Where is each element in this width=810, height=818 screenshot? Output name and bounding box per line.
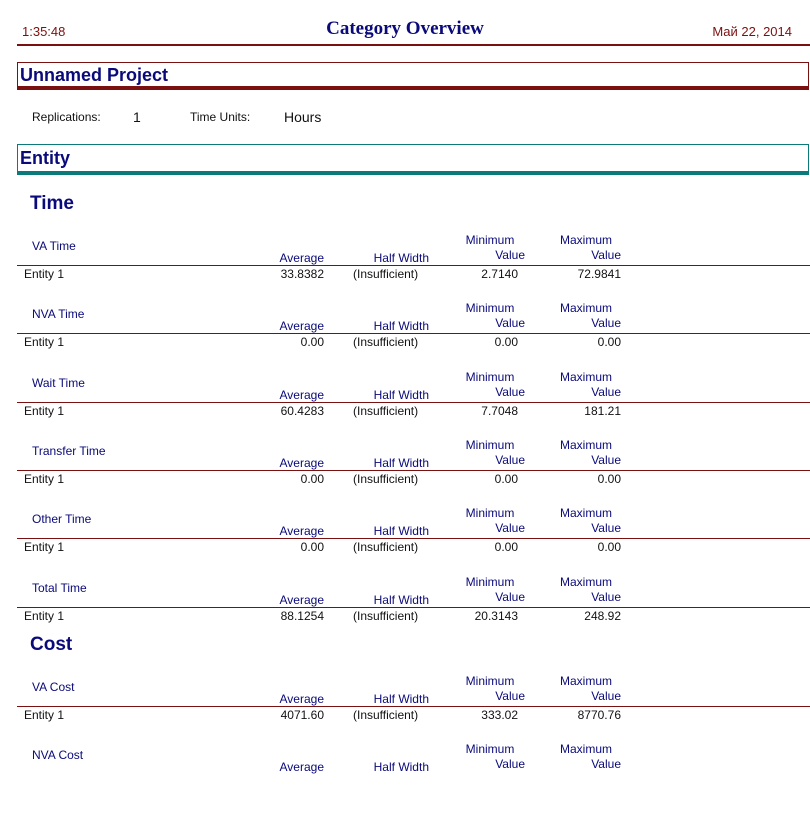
half-width-cell: (Insufficient) <box>353 540 419 554</box>
column-header-average: Average <box>279 319 324 333</box>
column-header-minimum <box>455 742 525 772</box>
column-header-minimum-l1: Minimum <box>465 438 515 452</box>
column-header-minimum <box>455 370 525 400</box>
minimum-cell: 2.7140 <box>481 267 518 281</box>
stat-block <box>0 438 810 514</box>
column-header-maximum-l2: Value <box>591 521 621 535</box>
stat-name: NVA Time <box>32 307 85 321</box>
entity-name-cell: Entity 1 <box>24 540 65 554</box>
column-header-maximum-l1: Maximum <box>559 370 612 384</box>
average-cell: 33.8382 <box>280 267 324 281</box>
column-header-minimum-l1: Minimum <box>465 301 515 315</box>
replications-label: Replications: <box>32 110 101 124</box>
stat-block <box>0 370 810 446</box>
maximum-cell: 181.21 <box>584 404 621 418</box>
row-rule <box>17 607 810 608</box>
column-header-maximum <box>551 506 621 536</box>
report-time: 1:35:48 <box>22 24 66 39</box>
entity-name-cell: Entity 1 <box>24 404 65 418</box>
column-header-minimum <box>455 301 525 331</box>
stat-block <box>0 233 810 309</box>
stat-block <box>0 575 810 651</box>
replications-value: 1 <box>133 109 141 125</box>
column-header-minimum-l2: Value <box>495 248 525 262</box>
half-width-cell: (Insufficient) <box>353 267 419 281</box>
minimum-cell: 0.00 <box>494 335 518 349</box>
maximum-cell: 0.00 <box>597 335 621 349</box>
column-header-minimum <box>455 674 525 704</box>
column-header-maximum-l2: Value <box>591 453 621 467</box>
project-title: Unnamed Project <box>20 65 169 85</box>
time-units-label: Time Units: <box>190 110 251 124</box>
column-header-maximum <box>551 674 621 704</box>
column-header-minimum-l1: Minimum <box>465 742 515 756</box>
row-rule <box>17 402 810 403</box>
minimum-cell: 0.00 <box>494 472 518 486</box>
half-width-cell: (Insufficient) <box>353 404 419 418</box>
column-header-average: Average <box>279 456 324 470</box>
stat-block <box>0 301 810 377</box>
row-rule <box>17 265 810 266</box>
row-rule <box>17 470 810 471</box>
entity-name-cell: Entity 1 <box>24 472 65 486</box>
maximum-cell: 8770.76 <box>577 708 621 722</box>
maximum-cell: 248.92 <box>584 609 621 623</box>
minimum-cell: 7.7048 <box>481 404 518 418</box>
stat-name: VA Cost <box>32 680 75 694</box>
entity-section-title: Entity <box>20 148 71 168</box>
entity-name-cell: Entity 1 <box>24 708 65 722</box>
half-width-cell: (Insufficient) <box>353 335 419 349</box>
column-header-maximum-l1: Maximum <box>559 742 612 756</box>
column-header-half-width: Half Width <box>373 388 429 402</box>
stat-name: VA Time <box>32 239 76 253</box>
column-header-maximum-l2: Value <box>591 757 621 771</box>
column-header-minimum <box>455 233 525 263</box>
column-header-maximum-l2: Value <box>591 689 621 703</box>
minimum-cell: 333.02 <box>481 708 518 722</box>
minimum-cell: 20.3143 <box>474 609 518 623</box>
column-header-maximum-l1: Maximum <box>559 438 612 452</box>
column-header-half-width: Half Width <box>373 760 429 774</box>
column-header-average: Average <box>279 593 324 607</box>
column-header-half-width: Half Width <box>373 593 429 607</box>
column-header-minimum-l2: Value <box>495 590 525 604</box>
stat-name: Total Time <box>32 581 87 595</box>
average-cell: 0.00 <box>300 540 324 554</box>
report-title: Category Overview <box>326 18 484 39</box>
header-rule <box>17 44 810 46</box>
entity-name-cell: Entity 1 <box>24 609 65 623</box>
stat-block <box>0 506 810 582</box>
column-header-average: Average <box>279 692 324 706</box>
column-header-maximum-l1: Maximum <box>559 233 612 247</box>
maximum-cell: 0.00 <box>597 540 621 554</box>
column-header-maximum-l1: Maximum <box>559 506 612 520</box>
column-header-average: Average <box>279 251 324 265</box>
column-header-minimum-l1: Minimum <box>465 233 515 247</box>
column-header-minimum-l2: Value <box>495 453 525 467</box>
column-header-half-width: Half Width <box>373 251 429 265</box>
entity-name-cell: Entity 1 <box>24 335 65 349</box>
average-cell: 0.00 <box>300 472 324 486</box>
maximum-cell: 72.9841 <box>577 267 621 281</box>
project-banner <box>17 62 809 90</box>
column-header-minimum-l1: Minimum <box>465 370 515 384</box>
maximum-cell: 0.00 <box>597 472 621 486</box>
average-cell: 0.00 <box>300 335 324 349</box>
entity-section-banner <box>17 144 809 175</box>
stat-name: Other Time <box>32 512 92 526</box>
column-header-half-width: Half Width <box>373 456 429 470</box>
column-header-minimum-l2: Value <box>495 757 525 771</box>
column-header-minimum-l2: Value <box>495 316 525 330</box>
column-header-minimum-l1: Minimum <box>465 575 515 589</box>
stat-block <box>0 742 810 818</box>
row-rule <box>17 706 810 707</box>
column-header-maximum-l1: Maximum <box>559 674 612 688</box>
time-units-value: Hours <box>284 109 322 125</box>
stat-name: NVA Cost <box>32 748 84 762</box>
column-header-maximum <box>551 301 621 331</box>
average-cell: 60.4283 <box>280 404 324 418</box>
column-header-maximum-l2: Value <box>591 385 621 399</box>
stat-name: Transfer Time <box>32 444 106 458</box>
column-header-average: Average <box>279 760 324 774</box>
stat-block <box>0 674 810 750</box>
column-header-maximum-l1: Maximum <box>559 575 612 589</box>
column-header-maximum-l2: Value <box>591 316 621 330</box>
column-header-minimum <box>455 575 525 605</box>
average-cell: 4071.60 <box>280 708 324 722</box>
half-width-cell: (Insufficient) <box>353 609 419 623</box>
column-header-average: Average <box>279 388 324 402</box>
column-header-minimum-l2: Value <box>495 521 525 535</box>
column-header-minimum <box>455 438 525 468</box>
average-cell: 88.1254 <box>280 609 324 623</box>
category-heading-time: Time <box>30 193 75 214</box>
column-header-minimum <box>455 506 525 536</box>
report-date: Май 22, 2014 <box>712 24 792 39</box>
column-header-half-width: Half Width <box>373 524 429 538</box>
half-width-cell: (Insufficient) <box>353 708 419 722</box>
column-header-maximum <box>551 742 621 772</box>
column-header-minimum-l1: Minimum <box>465 506 515 520</box>
entity-name-cell: Entity 1 <box>24 267 65 281</box>
row-rule <box>17 538 810 539</box>
column-header-maximum <box>551 438 621 468</box>
column-header-minimum-l1: Minimum <box>465 674 515 688</box>
category-heading-cost: Cost <box>30 634 73 655</box>
minimum-cell: 0.00 <box>494 540 518 554</box>
column-header-minimum-l2: Value <box>495 689 525 703</box>
stat-name: Wait Time <box>32 376 85 390</box>
column-header-maximum-l2: Value <box>591 590 621 604</box>
column-header-maximum <box>551 575 621 605</box>
column-header-maximum-l2: Value <box>591 248 621 262</box>
column-header-half-width: Half Width <box>373 319 429 333</box>
column-header-half-width: Half Width <box>373 692 429 706</box>
half-width-cell: (Insufficient) <box>353 472 419 486</box>
column-header-average: Average <box>279 524 324 538</box>
column-header-maximum-l1: Maximum <box>559 301 612 315</box>
row-rule <box>17 333 810 334</box>
column-header-maximum <box>551 370 621 400</box>
column-header-minimum-l2: Value <box>495 385 525 399</box>
column-header-maximum <box>551 233 621 263</box>
